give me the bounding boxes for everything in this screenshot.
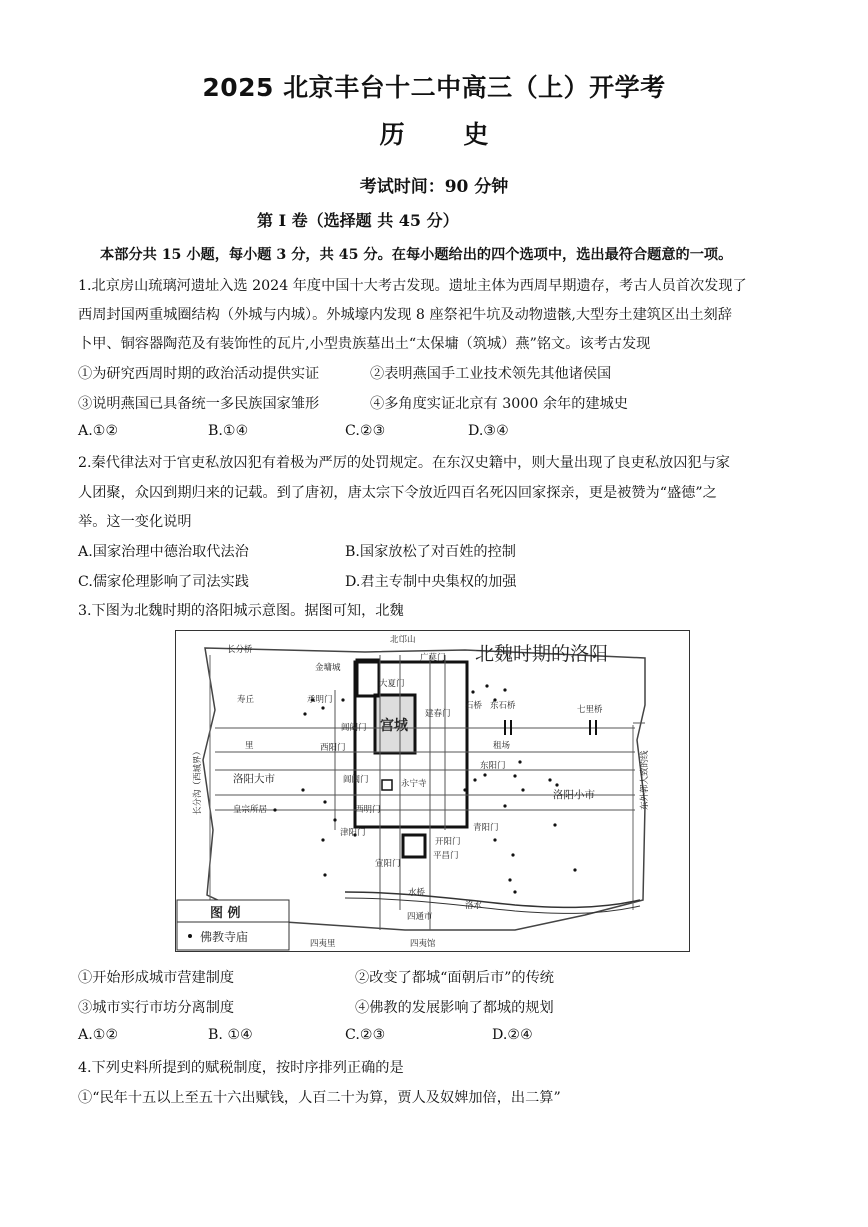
map-label: 西阳门	[320, 743, 346, 753]
q3-statement-4: ④佛教的发展影响了都城的规划	[355, 1000, 554, 1016]
q3-statement-1: ①开始形成城市营建制度	[78, 970, 235, 986]
q2-stem-line-1: 2.秦代律法对于官吏私放囚犯有着极为严厉的处罚规定。在东汉史籍中，则大量出现了良吏私放囚犯与家	[78, 455, 730, 471]
q4-statement-1: ①“民年十五以上至五十六出赋钱，人百二十为算，贾人及奴婢加倍，出二算”	[78, 1090, 561, 1106]
q1-option-c: C.②③	[345, 423, 386, 439]
q1-stem-line-3: 卜甲、铜容器陶范及有装饰性的瓦片,小型贵族墓出土“太保墉（筑城）燕”铭文。该考古发现	[78, 336, 651, 352]
exam-title: 2025 北京丰台十二中高三（上）开学考	[202, 73, 666, 102]
q3-statement-2: ②改变了都城“面朝后市”的传统	[355, 970, 554, 986]
map-label: 长分沟（西城界）	[193, 746, 203, 815]
map-label: 洛阳小市	[553, 789, 595, 801]
map-label: 洛水	[465, 901, 483, 911]
q3-option-d: D.②④	[492, 1027, 533, 1043]
q3-stem: 3.下图为北魏时期的洛阳城示意图。据图可知，北魏	[78, 603, 404, 619]
map-label: 里	[245, 741, 254, 751]
map-label: 阊阖门	[343, 775, 369, 785]
map-label: 津阳门	[340, 828, 366, 838]
map-label: 长分桥	[227, 645, 253, 655]
q1-stem-line-1: 1.北京房山琉璃河遗址入选 2024 年度中国十大考古发现。遗址主体为西周早期遗存，考古人员首次发现了	[78, 278, 747, 294]
map-label: 阊阖门	[341, 723, 367, 733]
map-label: 寿丘	[237, 695, 255, 705]
map-label: 永宁寺	[401, 779, 427, 789]
q1-statement-3: ③说明燕国已具备统一多民族国家雏形	[78, 396, 320, 412]
map-label: 东阳门	[480, 761, 506, 771]
q3-statement-3: ③城市实行市坊分离制度	[78, 1000, 235, 1016]
q2-stem-line-2: 人团聚，众囚到期归来的记载。到了唐初，唐太宗下令放近四百名死囚回家探亲，更是被赞为“盛德”之	[78, 485, 717, 501]
map-label: 宣阳门	[375, 859, 401, 869]
map-label: 石桥	[465, 701, 483, 711]
palace-label: 宫城	[380, 718, 408, 734]
map-label: 平昌门	[433, 851, 459, 861]
map-label: 租场	[493, 741, 511, 751]
map-title: 北魏时期的洛阳	[475, 643, 609, 665]
q2-option-a: A.国家治理中德治取代法治	[78, 544, 249, 560]
q1-statement-4: ④多角度实证北京有 3000 余年的建城史	[370, 396, 628, 412]
map-label: 青阳门	[473, 823, 499, 833]
map-label: 金墉城	[315, 663, 341, 673]
q2-option-c: C.儒家伦理影响了司法实践	[78, 574, 249, 590]
q3-option-b: B. ①④	[208, 1027, 253, 1043]
q4-stem: 4.下列史料所提到的赋税制度，按时序排列正确的是	[78, 1060, 404, 1076]
map-label: 洛阳大市	[233, 773, 275, 785]
section-intro: 本部分共 15 小题，每小题 3 分，共 45 分。在每小题给出的四个选项中，选出最符合题意的一项。	[100, 247, 733, 263]
map-label: 水桥	[408, 888, 426, 898]
legend-item: 佛教寺庙	[200, 930, 249, 944]
exam-time: 考试时间：90 分钟	[359, 177, 509, 197]
luoyang-map	[175, 630, 690, 952]
q2-option-b: B.国家放松了对百姓的控制	[345, 544, 516, 560]
map-label: 四夷里	[310, 939, 336, 949]
q3-option-c: C.②③	[345, 1027, 386, 1043]
q1-stem-line-2: 西周封国两重城圈结构（外城与内城）。外城壕内发现 8 座祭祀牛坑及动物遗骸,大型夯土建筑区出土刻辞	[78, 307, 732, 323]
map-label: 皇宗所居	[233, 805, 268, 815]
map-label: 七里桥	[577, 705, 603, 715]
map-label: 广莫门	[420, 653, 446, 663]
q1-statement-2: ②表明燕国手工业技术领先其他诸侯国	[370, 366, 612, 382]
map-label: 开阳门	[435, 837, 461, 847]
q3-option-a: A.①②	[78, 1027, 119, 1043]
subject-title: 历 史	[379, 120, 489, 149]
map-label: 大夏门	[379, 679, 405, 689]
map-label: 四夷馆	[410, 939, 436, 949]
map-label: 西明门	[355, 805, 381, 815]
q2-option-d: D.君主专制中央集权的加强	[345, 574, 517, 590]
map-label: 建春门	[425, 709, 451, 719]
map-label: 北邙山	[390, 635, 416, 645]
q1-option-d: D.③④	[468, 423, 509, 439]
q1-option-a: A.①②	[78, 423, 119, 439]
q1-statement-1: ①为研究西周时期的政治活动提供实证	[78, 366, 320, 382]
map-label: 四通市	[407, 912, 433, 922]
q1-option-b: B.①④	[208, 423, 249, 439]
map-label: 东石桥	[490, 701, 516, 711]
map-label: 承明门	[307, 695, 333, 705]
section-heading: 第 I 卷（选择题 共 45 分）	[257, 211, 459, 230]
map-label: 东外郭大致的线	[640, 750, 650, 810]
q2-stem-line-3: 举。这一变化说明	[78, 514, 192, 530]
legend-title: 图 例	[210, 906, 241, 921]
